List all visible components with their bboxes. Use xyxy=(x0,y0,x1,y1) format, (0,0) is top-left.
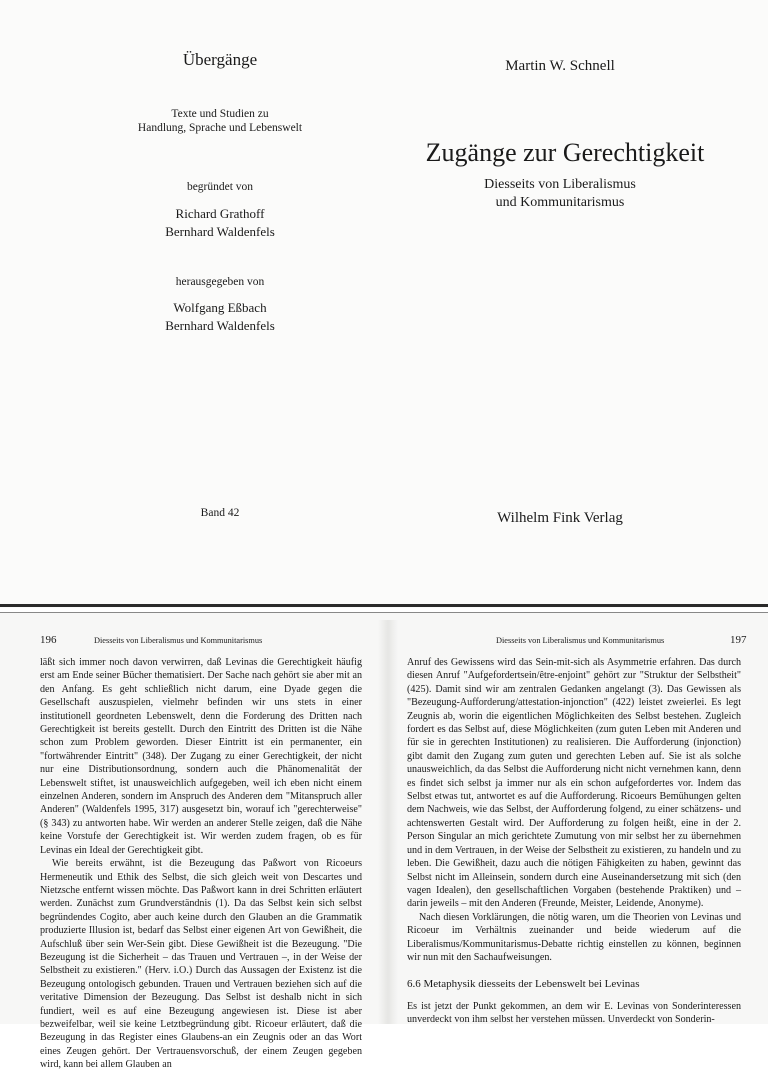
running-head-left: Diesseits von Liberalismus und Kommunitarismus xyxy=(94,636,263,645)
editors-label: herausgegeben von xyxy=(175,276,265,288)
paragraph: Wie bereits erwähnt, ist die Bezeugung das Paßwort von Ricoeurs Hermeneutik und Ethik des Selbst, die sich gleich weit von Descartes und Nietzsche entfernt wissen möchte. Das Paßwort kann in drei Schritten erläutert werden. Zunächst zum Grundverständnis (1). Da das Selbst kein sich selbst begründendes Cogito, aber auch keine durch den Glauben an die Grammatik produzierte Illusion ist, bedarf das Selbst einer eigenen Art von Gewißheit, die Aufschluß über sein Wer-Sein gibt. Diese Gewißheit ist die Bezeugung. "Die Bezeugung ist die Sicherheit – das Trauen und Vertrauen –, in der Weise der Selbstheit zu existieren." (Herv. i.O.) Durch das Aussagen der Existenz ist die Bezeugung ontologisch gebunden. Trauen und Vertrauen beziehen sich auf die veritative Dimension der Bezeugung. Das Selbst ist deshalb nicht in sich fundiert, weil es auf eine Bezeugung angewiesen ist. Diese ist aber bezweifelbar, weil sie keine Letztbegründung gibt. Ricoeur erläutert, daß die Bezeugung in das Register eines Glaubens-an ein Zeugnis oder an das Wort eines Zeugen gehört. Der Vertrauensvorschuß, der einem Zeugen gegeben wird, kann bei allem Glauben an xyxy=(40,858,362,1071)
running-head-right: Diesseits von Liberalismus und Kommunitarismus xyxy=(496,636,665,645)
paragraph: Es ist jetzt der Punkt gekommen, an dem wir E. Levinas von Sonderinteressen unverdeckt von ihm selbst her verstehen müssen. Unverdeckt von Sonderin- xyxy=(407,1000,741,1026)
editor-2: Bernhard Waldenfels xyxy=(165,318,275,333)
book-subtitle-2: und Kommunitarismus xyxy=(495,195,625,210)
volume-number: Band 42 xyxy=(200,507,240,519)
right-page-body xyxy=(407,656,741,1024)
publisher: Wilhelm Fink Verlag xyxy=(497,510,623,526)
section-heading: 6.6 Metaphysik diesseits der Lebenswelt bei Levinas xyxy=(407,978,640,991)
series-title: Übergänge xyxy=(182,50,258,69)
paragraph: Nach diesen Vorklärungen, die nötig waren, um die Theorien von Levinas und Ricoeur im Verhältnis zueinander und beide wiederum auf die Liberalismus/Kommunitarismus-Debatte richtig einstellen zu können, beginnen wir nun mit den Sachaufweisungen. xyxy=(407,911,741,963)
page-number-right: 197 xyxy=(730,634,747,646)
editor-1: Wolfgang Eßbach xyxy=(173,300,267,315)
paragraph: Anruf des Gewissens wird das Sein-mit-sich als Asymmetrie erfahren. Das durch diesen Anruf "Aufgefordertsein/être-enjoint" gehört zur "Struktur der Selbstheit" (425). Damit sind wir am zentralen Gedanken angelangt (3). Das Gewissen als "Bezeugung-Aufforderung/attestation-injonction" (422) leistet zweierlei. Es legt Zeugnis ab, worin die eigentlichen Möglichkeiten des Selbst bestehen. Zugleich fordert es das Selbst auf, diese Möglichkeiten (zum guten Leben mit Anderen und für sie in gerechten Institutionen) zu realisieren. Die Aufforderung (injonction) gibt damit den Zugang zum guten und gerechten Leben auf. Sie ist als solche unausweichlich, da das Selbst die Aufforderung nicht nicht vernehmen kann, denn es findet sich selbst ja immer nur als ein schon aufgefordertes vor. Indem das Selbst etwas tut, antwortet es auf die Aufforderung. Ricoeurs Bemühungen gelten dem Nachweis, wie das Selbst, der Aufforderung folgend, zu einer schätzens- und achtenswerten Gestalt wird. Der Aufforderung zu folgen heißt, eine in der 2. Person Singular an mich gerichtete Zumutung von mir selbst her zu übernehmen und in dem Vertrauen, in der Weise der Selbstheit zu existieren, zu handeln und zu leben. Die Gewißheit, dazu auch die nötigen Fähigkeiten zu haben, gewinnt das Selbst nicht im Alleinsein, sondern durch eine Auseinandersetzung mit sich (den vagen Idealen), den gesellschaftlichen Vorgaben (bestehende Praktiken) und – darin jeweils – mit den Anderen (Freunde, Meister, Leidende, Anonyme). xyxy=(407,657,741,910)
book-subtitle-1: Diesseits von Liberalismus xyxy=(484,177,636,192)
scan-divider xyxy=(0,604,768,607)
founder-1: Richard Grathoff xyxy=(175,206,265,221)
founder-2: Bernhard Waldenfels xyxy=(165,224,275,239)
series-subtitle-2: Handlung, Sprache und Lebenswelt xyxy=(137,122,303,134)
left-page-body xyxy=(40,656,362,1071)
book-gutter xyxy=(378,620,398,1024)
page-number-left: 196 xyxy=(40,634,57,646)
founded-label: begründet von xyxy=(186,181,254,193)
paragraph: läßt sich immer noch davon verwirren, daß Levinas die Gerechtigkeit häufig erst am Ende seiner Bücher thematisiert. Der Sache nach gehört sie aber mit an den Anfang. Es geht schließlich nicht darum, eine Dyade gegen die Gesellschaft auszuspielen, vielmehr befinden wir uns stets in einer institutionell geordneten Lebenswelt, denn die Forderung des Dritten nach Gerechtigkeit ist bereits gestellt. Durch den Eintritt des Dritten ist die Nähe schon zum Problem geworden. Dieser Eintritt ist ein permanenter, ein "fortwährender Eintritt" (348). Der Zugang zu einer Gerechtigkeit, der nicht nur eine Distributionsordnung, sondern auch die Phänomenalität der Lebenswelt stiftet, ist unausweichlich aufgegeben, weil ich eben nicht einem einzelnen Anderen, sondern im Anspruch des Anderen dem "Mitanspruch aller Anderen" (Waldenfels 1995, 317) ausgesetzt bin, worauf ich "gerechterweise" (§ 343) zu antworten habe. Wir werden an anderer Stelle zeigen, daß die Nähe keine Vorstufe der Gerechtigkeit ist. Wir werden zudem fragen, ob es für Levinas ein Ideal der Gerechtigkeit gibt. xyxy=(40,657,362,856)
book-title: Zugänge zur Gerechtigkeit xyxy=(425,138,705,167)
series-subtitle-1: Texte und Studien zu xyxy=(171,108,269,120)
book-author: Martin W. Schnell xyxy=(505,58,615,74)
